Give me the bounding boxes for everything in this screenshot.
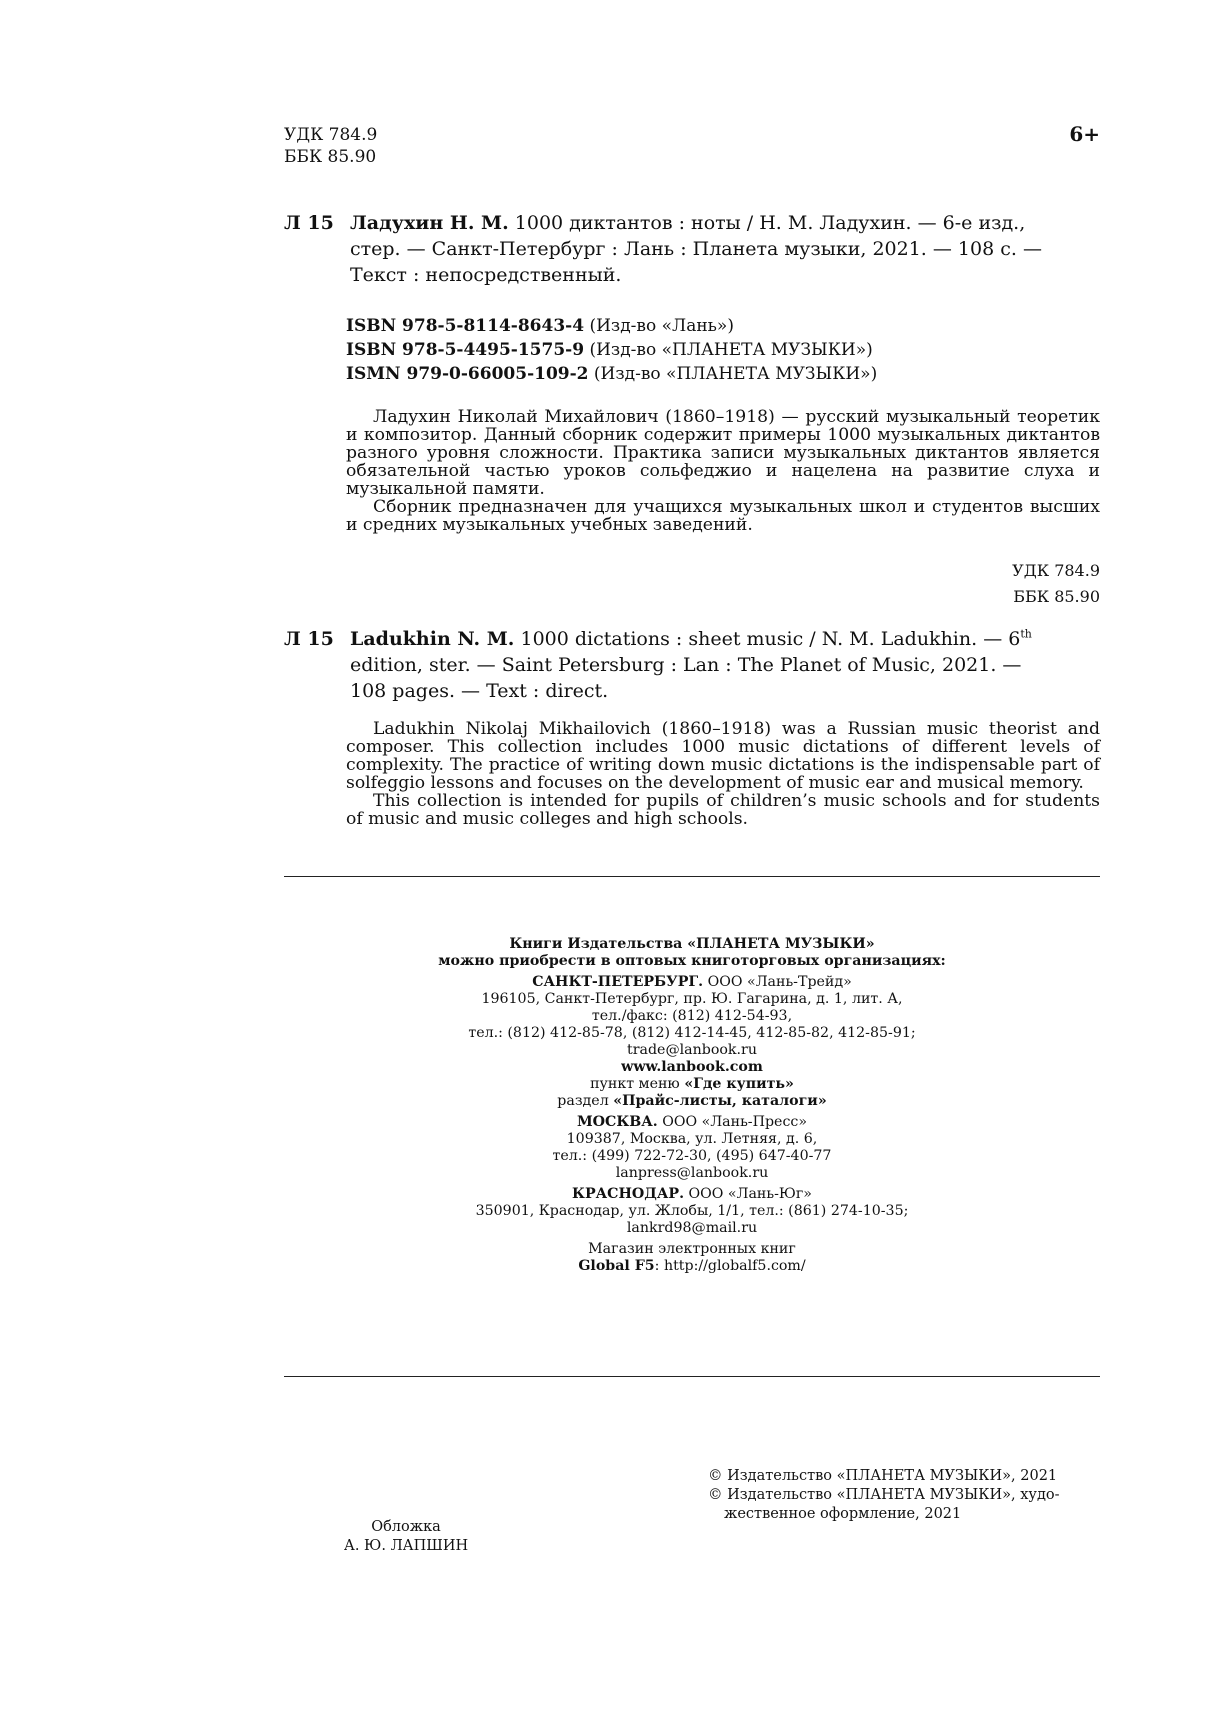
seller-org: ООО «Лань-Пресс»	[662, 1114, 808, 1130]
catalog-entry-ru	[284, 210, 1100, 288]
catalog-entry-en	[284, 626, 1100, 704]
identifier-list	[346, 314, 877, 386]
seller-city: КРАСНОДАР.	[572, 1186, 685, 1202]
isbn-number: ISBN 978-5-8114-8643-4	[346, 316, 585, 336]
ismn-number: ISMN 979-0-66005-109-2	[346, 364, 589, 384]
seller-site: www.lanbook.com	[621, 1059, 763, 1075]
catalog-line: Текст : непосредственный.	[350, 264, 622, 286]
section-item: «Прайс-листы, каталоги»	[613, 1093, 827, 1109]
seller-org: ООО «Лань-Трейд»	[707, 974, 852, 990]
copyright-line: © Издательство «ПЛАНЕТА МУЗЫКИ», 2021	[708, 1468, 1058, 1484]
seller-msk	[284, 1114, 1100, 1182]
seller-fax: тел./факс: (812) 412-54-93,	[591, 1008, 793, 1024]
bbk-code: ББК 85.90	[284, 147, 377, 167]
menu-item: «Где купить»	[684, 1076, 794, 1092]
isbn-line	[346, 338, 877, 362]
title-line: 1000 dictations : sheet music / N. M. Ladukhin. — 6	[520, 628, 1021, 650]
abstract-paragraph: This collection is intended for pupils of children’s music schools and for students of music and music colleges and high schools.	[346, 791, 1100, 829]
seller-phones: тел.: (499) 722-72-30, (495) 647-40-77	[552, 1148, 832, 1164]
seller-phones: тел.: (812) 412-85-78, (812) 412-14-45, 412-85-82, 412-85-91;	[468, 1025, 916, 1041]
divider	[284, 1376, 1100, 1377]
author-name: Ladukhin N. M.	[350, 628, 515, 650]
seller-email: lankrd98@mail.ru	[626, 1220, 758, 1236]
ebook-store-name: Global F5	[578, 1258, 655, 1274]
seller-address: 109387, Москва, ул. Летняя, д. 6,	[566, 1131, 818, 1147]
ebook-store	[284, 1241, 1100, 1275]
udk-code: УДК 784.9	[1012, 561, 1100, 580]
ismn-line	[346, 362, 877, 386]
seller-org: ООО «Лань-Юг»	[688, 1186, 812, 1202]
catalog-line: edition, ster. — Saint Petersburg : Lan : The Planet of Music, 2021. —	[350, 654, 1022, 676]
catalog-code: Л 15	[284, 212, 334, 234]
catalog-line: 108 pages. — Text : direct.	[350, 680, 609, 702]
isbn-note: (Изд-во «Лань»)	[589, 316, 734, 336]
title-line: 1000 диктантов : ноты / Н. М. Ладухин. — 6-е изд.,	[514, 212, 1026, 234]
classification-right	[1012, 558, 1100, 610]
sellers-heading: можно приобрести в оптовых книготорговых организациях:	[438, 953, 946, 969]
cover-credit	[336, 1518, 476, 1556]
seller-email: trade@lanbook.ru	[627, 1042, 757, 1058]
age-rating: 6+	[1069, 122, 1100, 146]
abstract-paragraph: Сборник предназначен для учащихся музыкальных школ и студентов высших и средних музыкальных учебных заведений.	[346, 497, 1100, 535]
copyright-block	[708, 1467, 1108, 1524]
bbk-code: ББК 85.90	[1013, 587, 1100, 606]
copyright-line: © Издательство «ПЛАНЕТА МУЗЫКИ», худо-	[708, 1487, 1060, 1503]
classification-top	[284, 124, 377, 168]
abstract-paragraph: Ladukhin Nikolaj Mikhailovich (1860–1918) was a Russian music theorist and composer. This collection includes 1000 music dictations of different levels of complexity. The practice of writing down music dictations is the indispensable part of solfeggio lessons and focuses on the development of music ear and musical memory.	[346, 719, 1100, 793]
seller-city: МОСКВА.	[576, 1114, 658, 1130]
divider	[284, 876, 1100, 877]
menu-prefix: пункт меню	[590, 1076, 680, 1092]
seller-address: 350901, Краснодар, ул. Жлобы, 1/1, тел.: (861) 274-10-35;	[475, 1203, 909, 1219]
edition-superscript: th	[1020, 627, 1032, 641]
abstract-paragraph: Ладухин Николай Михайлович (1860–1918) — русский музыкальный теоретик и композитор. Данный сборник содержит примеры 1000 музыкальных диктантов разного уровня сложности. Практика записи музыкальных диктантов является обязательной частью уроков сольфеджио и нацелена на развитие слуха и музыкальной памяти.	[346, 407, 1100, 499]
ebook-url: : http://globalf5.com/	[654, 1258, 806, 1274]
abstract-en	[346, 720, 1100, 828]
cover-label: Обложка	[371, 1519, 441, 1535]
seller-krd	[284, 1186, 1100, 1237]
isbn-number: ISBN 978-5-4495-1575-9	[346, 340, 585, 360]
abstract-ru	[346, 408, 1100, 534]
catalog-code: Л 15	[284, 628, 334, 650]
catalog-line: стер. — Санкт-Петербург : Лань : Планета музыки, 2021. — 108 с. —	[350, 238, 1042, 260]
seller-city: САНКТ-ПЕТЕРБУРГ.	[532, 974, 704, 990]
ebook-label: Магазин электронных книг	[588, 1241, 796, 1257]
seller-spb	[284, 974, 1100, 1110]
author-name: Ладухин Н. М.	[350, 212, 509, 234]
cover-artist: А. Ю. ЛАПШИН	[343, 1538, 469, 1554]
sellers-heading: Книги Издательства «ПЛАНЕТА МУЗЫКИ»	[509, 936, 875, 952]
section-prefix: раздел	[557, 1093, 609, 1109]
ismn-note: (Изд-во «ПЛАНЕТА МУЗЫКИ»)	[593, 364, 878, 384]
seller-email: lanpress@lanbook.ru	[615, 1165, 769, 1181]
udk-code: УДК 784.9	[284, 125, 378, 145]
sellers-block	[284, 936, 1100, 1279]
seller-address: 196105, Санкт-Петербург, пр. Ю. Гагарина, д. 1, лит. А,	[481, 991, 903, 1007]
copyright-line: жественное оформление, 2021	[724, 1506, 962, 1522]
isbn-line	[346, 314, 877, 338]
isbn-note: (Изд-во «ПЛАНЕТА МУЗЫКИ»)	[589, 340, 873, 360]
